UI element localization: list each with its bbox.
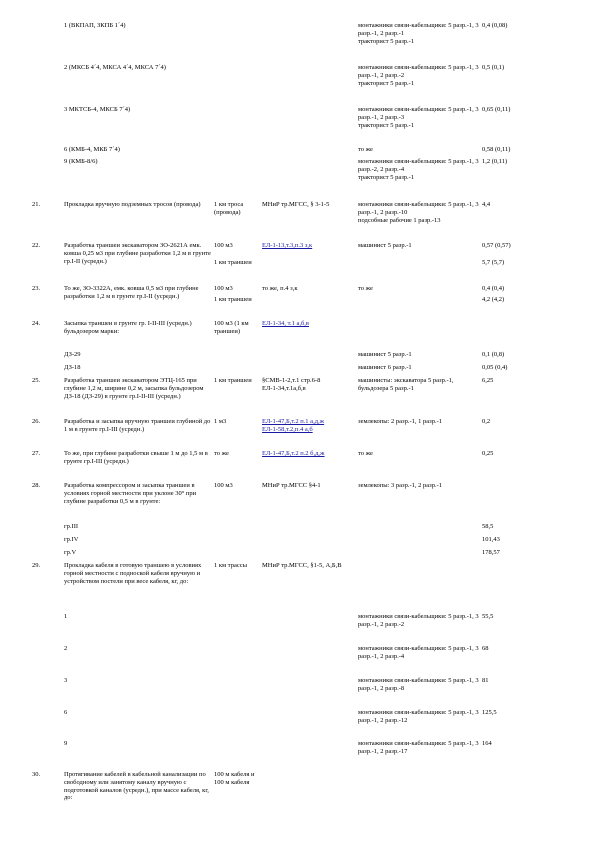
row-crew: машинист 5 разр.-1 — [358, 351, 412, 358]
row-value: 81 — [482, 677, 489, 684]
row-crew: монтажники связи-кабельщики: 5 разр.-1, 3 разр.-1, 2 разр.-10 подсобные рабочие 1 разр.-13 — [358, 201, 479, 224]
row-value: 68 — [482, 645, 489, 652]
row-crew: монтажники связи-кабельщики: 5 разр.-1, 3 разр.-1, 2 разр.-8 — [358, 677, 479, 692]
reference-link[interactable]: ЕЛ-1-47,Б,т.2 п.2 б,д,ж — [262, 450, 325, 457]
row-value: 4,4 — [482, 201, 491, 208]
row-unit: 1 км трассы — [214, 562, 247, 569]
reference-link[interactable]: ЕЛ-1-13,т.3,п.3 з,к — [262, 242, 313, 249]
row-subitem-label: 2 — [64, 645, 68, 652]
row-work-description: Разработка компрессором и засыпка траншеи в условиях горной местности при уклоне 30° при глубине разработки 0,5 м в грунте: — [64, 482, 197, 505]
row-unit: 100 м3 — [214, 285, 233, 292]
row-reference: МНиР тр.МГСС, §1-5, А,Б,В — [262, 562, 342, 569]
row-value: 0,57 (0,57) — [482, 242, 511, 249]
row-subitem-label: 1 (ВКПАП, ЗКПБ 1´4) — [64, 22, 126, 29]
row-unit: 100 м кабеля и 100 м кабеля — [214, 771, 255, 786]
row-value: 101,43 — [482, 536, 500, 543]
row-work-description: Разработка траншеи экскаватором ЗО-2621А емк. ковша 0,25 м3 при глубине разработки 1,2 м в грунте гр.I-II (усредн.) — [64, 242, 211, 265]
row-unit: 1 км троса (провода) — [214, 201, 244, 216]
row-crew: машинист 6 разр.-1 — [358, 364, 412, 371]
row-value: 0,65 (0,11) — [482, 106, 511, 113]
row-unit: 100 м3 (1 км траншеи) — [214, 320, 249, 335]
row-value: 58,5 — [482, 523, 494, 530]
row-crew: машинисты: экскаватора 5 разр.-1, бульдозера 5 разр.-1 — [358, 377, 454, 392]
row-subitem-label: 1 — [64, 613, 68, 620]
row-value: 4,2 (4,2) — [482, 296, 505, 303]
row-subitem-label: 9 — [64, 740, 68, 747]
row-crew: монтажники связи-кабельщики: 5 разр.-1, 3 разр.-2, 2 разр.-4 тракторист 5 разр.-1 — [358, 158, 479, 181]
row-work-description: Разработка траншеи экскаватором ЭТЦ-165 при глубине 1,2 м, ширине 0,2 м, засыпка бульдозером ДЗ-18 (ДЗ-29) в грунте гр.I-II-III (усредн.) — [64, 377, 204, 400]
row-value: 125,5 — [482, 709, 497, 716]
row-number: 22. — [32, 242, 41, 249]
row-work-description: То же, ЗО-3322А, емк. ковша 0,5 м3 при глубине разработки 1,2 м в грунте гр.I-II (усредн.) — [64, 285, 199, 300]
row-crew: монтажники связи-кабельщики: 5 разр.-1, 3 разр.-1, 2 разр.-4 — [358, 645, 479, 660]
row-value: 164 — [482, 740, 492, 747]
row-work-description: Прокладка кабеля в готовую траншею в условиях горной местности с подноской кабеля вручную и устройством постели при весе кабеля, кг, до: — [64, 562, 202, 585]
row-number: 21. — [32, 201, 41, 208]
reference-link[interactable]: ЕЛ-1-47,Б,т.2 п.1 а,д,ж ЕЛ-1-58,т.2,п.4 а,б — [262, 418, 325, 433]
row-unit: 1 км траншеи — [214, 296, 252, 303]
row-number: 26. — [32, 418, 41, 425]
row-value: 1,2 (0,11) — [482, 158, 508, 165]
row-subitem-label: 2 (МКСБ 4´4, МКСА 4´4, МКСА 7´4) — [64, 64, 166, 71]
row-subitem-label: ДЗ-18 — [64, 364, 81, 371]
row-number: 28. — [32, 482, 41, 489]
row-reference: то же, п.4 з,к — [262, 285, 298, 292]
row-subitem-label: 6 (КМБ-4, МКБ 7´4) — [64, 146, 120, 153]
row-crew: монтажники связи-кабельщики: 5 разр.-1, 3 разр.-1, 2 разр.-1 тракторист 5 разр.-1 — [358, 22, 479, 45]
row-value: 55,5 — [482, 613, 494, 620]
row-value: 0,4 (0,08) — [482, 22, 508, 29]
row-reference: МНиР тр.МГСС §4-1 — [262, 482, 321, 489]
row-work-description: Прокладка вручную подземных тросов (провода) — [64, 201, 201, 208]
row-crew: то же — [358, 285, 373, 292]
row-number: 27. — [32, 450, 41, 457]
row-value: 0,4 (0,4) — [482, 285, 505, 292]
row-subitem-label: 3 — [64, 677, 68, 684]
row-unit: то же — [214, 450, 229, 457]
row-unit: 1 м3 — [214, 418, 227, 425]
row-subitem-label: 6 — [64, 709, 68, 716]
row-value: 6,25 — [482, 377, 494, 384]
row-value: 0,25 — [482, 450, 494, 457]
row-number: 24. — [32, 320, 41, 327]
row-work-description: Засыпка траншеи в грунте гр. I-II-III (усредн.) бульдозером марки: — [64, 320, 192, 335]
row-number: 29. — [32, 562, 41, 569]
row-unit: 1 км траншеи — [214, 377, 252, 384]
row-subitem-label: гр.IV — [64, 536, 79, 543]
row-reference: МНиР тр.МГСС, § 3-1-5 — [262, 201, 330, 208]
row-number: 23. — [32, 285, 41, 292]
row-crew: монтажники связи-кабельщики: 5 разр.-1, 3 разр.-1, 2 разр.-12 — [358, 709, 479, 724]
row-crew: монтажники связи-кабельщики: 5 разр.-1, 3 разр.-1, 2 разр.-2 тракторист 5 разр.-1 — [358, 64, 479, 87]
reference-link[interactable]: ЕЛ-1-34, т.1 а,б,в — [262, 320, 309, 327]
row-crew: монтажники связи-кабельщики: 5 разр.-1, 3 разр.-1, 2 разр.-17 — [358, 740, 479, 755]
row-value: 0,1 (0,8) — [482, 351, 505, 358]
row-value: 0,58 (0,11) — [482, 146, 511, 153]
row-value: 0,5 (0,1) — [482, 64, 505, 71]
row-crew: монтажники связи-кабельщики: 5 разр.-1, 3 разр.-1, 2 разр.-2 — [358, 613, 479, 628]
row-subitem-label: 9 (КМБ-8/6) — [64, 158, 98, 165]
row-work-description: То же, при глубине разработки свыше 1 м до 1,5 м в грунте гр.I-III (усредн.) — [64, 450, 208, 465]
row-crew: то же — [358, 450, 373, 457]
row-subitem-label: ДЗ-29 — [64, 351, 81, 358]
row-crew: то же — [358, 146, 373, 153]
row-value: 178,57 — [482, 549, 500, 556]
row-crew: машинист 5 разр.-1 — [358, 242, 412, 249]
row-unit: 100 м3 — [214, 242, 233, 249]
row-subitem-label: гр.V — [64, 549, 77, 556]
row-subitem-label: 3 МКТСБ-4, МКСБ 7´4) — [64, 106, 131, 113]
row-value: 0,05 (0,4) — [482, 364, 508, 371]
row-reference: §СМВ-1-2,т.1 стр.6-8 ЕЛ-1-34,т.1а,б,в — [262, 377, 321, 392]
row-crew: землекопы: 2 разр.-1, 1 разр.-1 — [358, 418, 443, 425]
row-number: 25. — [32, 377, 41, 384]
row-subitem-label: гр.III — [64, 523, 79, 530]
row-crew: монтажники связи-кабельщики: 5 разр.-1, 3 разр.-1, 2 разр.-3 тракторист 5 разр.-1 — [358, 106, 479, 129]
row-unit: 100 м3 — [214, 482, 233, 489]
row-unit: 1 км траншеи — [214, 259, 252, 266]
row-crew: землекопы: 3 разр.-1, 2 разр.-1 — [358, 482, 443, 489]
row-number: 30. — [32, 771, 41, 778]
row-work-description: Протягивание кабелей в кабельной канализации по свободному или занятому каналу вручную с подготовкой каналов (усредн.), при массе кабеля, кг, до: — [64, 771, 209, 802]
row-value: 0,2 — [482, 418, 491, 425]
row-work-description: Разработка и засыпка вручную траншеи глубиной до 1 м в грунте гр.I-III (усредн.) — [64, 418, 211, 433]
row-value: 5,7 (5,7) — [482, 259, 505, 266]
